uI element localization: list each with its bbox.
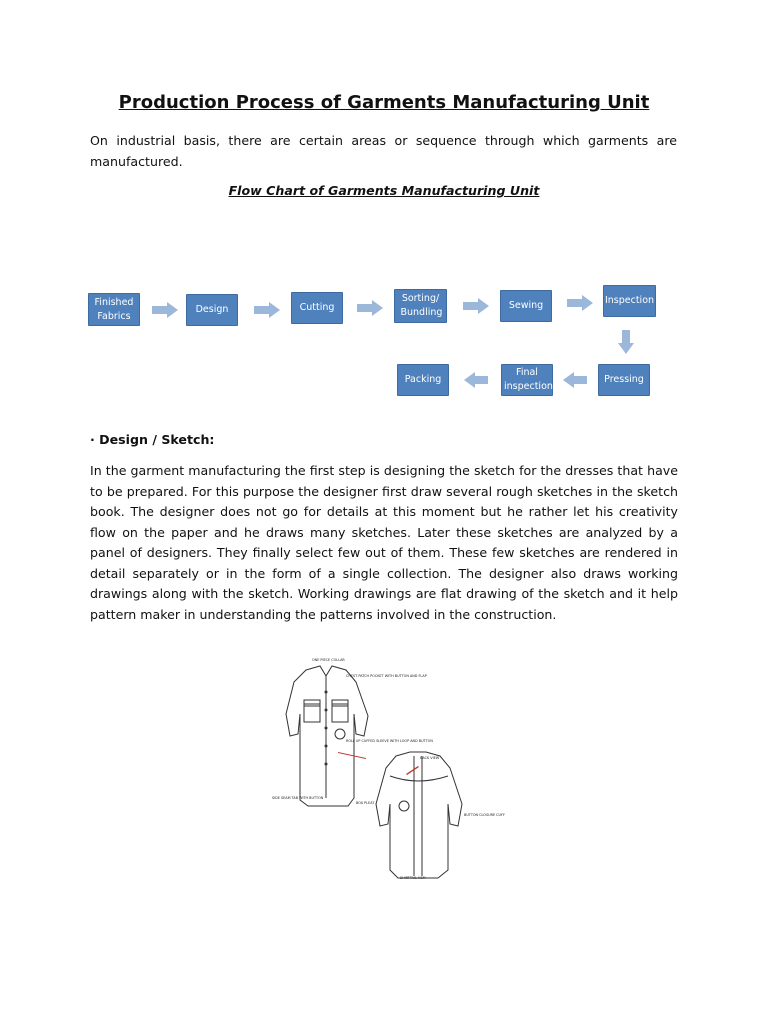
label-hem: SIDE SEAM TAB WITH BUTTON: [272, 796, 324, 800]
intro-paragraph: On industrial basis, there are certain areas or sequence through which garments are manufactured.: [90, 133, 677, 169]
flow-chart-title: Flow Chart of Garments Manufacturing Unit: [228, 183, 540, 198]
step-label: Pressing: [604, 374, 644, 385]
step-label: Finished Fabrics: [94, 296, 134, 322]
step-cutting: [291, 292, 343, 324]
step-label: Packing: [404, 374, 442, 385]
arrow-right-icon: [357, 300, 383, 316]
arrow-right-icon: [567, 295, 593, 311]
arrow-right-icon: [152, 302, 178, 318]
label-collar: ONE PIECE COLLAR: [312, 658, 345, 662]
label-cuff: BUTTON CLOSURE CUFF: [464, 813, 505, 817]
step-inspection: [603, 285, 656, 317]
step-final-inspection: [501, 364, 553, 396]
step-label: Cutting: [299, 302, 335, 313]
step-sewing: [500, 290, 552, 322]
arrow-right-icon: [254, 302, 280, 318]
section-paragraph: In the garment manufacturing the first step is designing the sketch for the dresses that have to be prepared. For this purpose the designer first draw several rough sketches in the sketch book. The designer does not go for details at this moment but he rather let his creativity flow on the paper and he draws many sketches. Later these sketches are analyzed by a panel of designers. They finally select few out of them. These few sketches are rendered in detail separately or in the form of a single collection. The designer also draws working drawings along with the sketch. Working drawings are flat drawing of the sketch and it help pattern maker in understanding the patterns involved in the construction.: [90, 463, 678, 622]
arrow-right-icon: [463, 298, 489, 314]
shirt-sketch-illustration: [268, 648, 505, 882]
step-label: Sewing: [508, 300, 544, 311]
step-finished-fabrics: [88, 293, 140, 326]
step-label: Sorting/ Bundling: [400, 293, 443, 318]
step-design: [186, 294, 238, 326]
step-label: Final inspection: [504, 367, 553, 392]
arrow-left-icon: [464, 372, 488, 388]
label-sleeve: ROLL UP CUFFED SLEEVE WITH LOOP AND BUTTON: [346, 739, 433, 743]
label-back-hem: SHIRTTAIL HEM: [400, 876, 426, 880]
label-pocket: CHEST PATCH POCKET WITH BUTTON AND FLAP: [346, 674, 427, 678]
label-back-view: BACK VIEW: [420, 756, 440, 760]
section-heading: · Design / Sketch:: [90, 432, 215, 447]
step-label: Inspection: [604, 295, 655, 306]
step-packing: [397, 364, 449, 396]
step-sorting-bundling: [394, 289, 447, 323]
arrow-left-icon: [563, 372, 587, 388]
step-pressing: [598, 364, 650, 396]
step-label: Design: [195, 304, 229, 315]
label-back-pleat: BOX PLEAT: [356, 801, 375, 805]
arrow-down-icon: [618, 330, 634, 354]
page-title: Production Process of Garments Manufacturing Unit: [118, 92, 650, 113]
